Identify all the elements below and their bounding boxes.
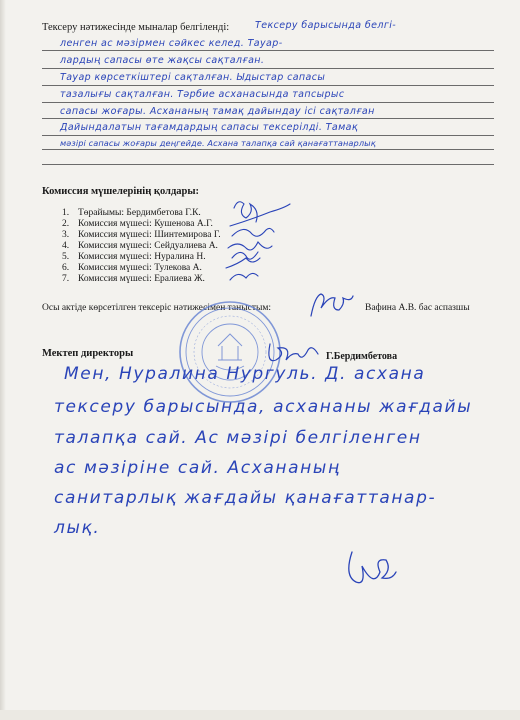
director-name: Г.Бердимбетова [326, 351, 398, 362]
acknowledgement-text: Осы актіде көрсетілген тексеріс нәтижесімен таныстым: [42, 303, 272, 313]
commission-member: 6. Комиссия мүшесі: Тулекова А. [62, 263, 202, 273]
ruled-line [42, 164, 494, 165]
ruled-line [42, 149, 494, 150]
commission-member: 5. Комиссия мүшесі: Нуралина Н. [62, 252, 206, 262]
chef-signature [305, 288, 357, 322]
director-note-line: тексеру барысында, асхананы жағдайы [54, 397, 473, 417]
findings-handwritten-line: Тексеру барысында белгі- [255, 20, 397, 31]
findings-handwritten-line: Дайындалатын тағамдардың сапасы тексерілді. Тамақ [60, 122, 359, 133]
ruled-line [42, 85, 494, 86]
commission-member: 7. Комиссия мүшесі: Ералиева Ж. [62, 274, 205, 284]
findings-handwritten-line: Тауар көрсеткіштері сақталған. Ыдыстар сапасы [60, 72, 326, 83]
ruled-line [42, 68, 494, 69]
findings-handwritten-line: ленген ас мәзірмен сәйкес келед. Тауар- [60, 38, 283, 49]
commission-member: 2. Комиссия мүшесі: Кушенова А.Г. [62, 219, 213, 229]
director-note-line: Мен, Нуралина Нургуль. Д. асхана [64, 364, 426, 384]
page-bottom-edge [0, 710, 520, 720]
ruled-line [42, 135, 494, 136]
ruled-line [42, 102, 494, 103]
findings-handwritten-line: тазалығы сақталған. Тәрбие асханасында тапсырыс [60, 89, 345, 100]
page-edge-shadow [0, 0, 6, 720]
commission-member: 3. Комиссия мүшесі: Шинтемирова Г. [62, 230, 221, 240]
signatures-heading: Комиссия мүшелерінің қолдары: [42, 186, 200, 197]
findings-label: Тексеру нәтижесінде мыналар белгіленді: [42, 22, 230, 33]
director-note-line: санитарлық жағдайы қанағаттанар- [54, 488, 437, 508]
director-title: Мектеп директоры [42, 348, 134, 359]
findings-handwritten-line: мәзірі сапасы жоғары деңгейде. Асхана талапқа сай қанағаттанарлық [60, 138, 376, 148]
findings-handwritten-line: лардың сапасы өте жақсы сақталған. [60, 55, 265, 66]
director-note-line: талапқа сай. Ас мәзірі белгіленген [54, 428, 422, 448]
findings-handwritten-line: сапасы жоғары. Асхананың тамақ дайындау ісі сақталған [60, 106, 375, 117]
ruled-line [42, 50, 494, 51]
inspector-signature [342, 544, 408, 590]
commission-signatures [222, 196, 312, 288]
director-note-line: ас мәзіріне сай. Асхананың [54, 458, 341, 478]
director-note-line: лық. [54, 518, 101, 538]
ruled-line [42, 118, 494, 119]
commission-member: 1. Төрайымы: Бердимбетова Г.К. [62, 208, 201, 218]
commission-members-list [62, 208, 221, 285]
chef-name: Вафина А.В. бас аспазшы [365, 303, 470, 313]
commission-member: 4. Комиссия мүшесі: Сейдуалиева А. [62, 241, 218, 251]
